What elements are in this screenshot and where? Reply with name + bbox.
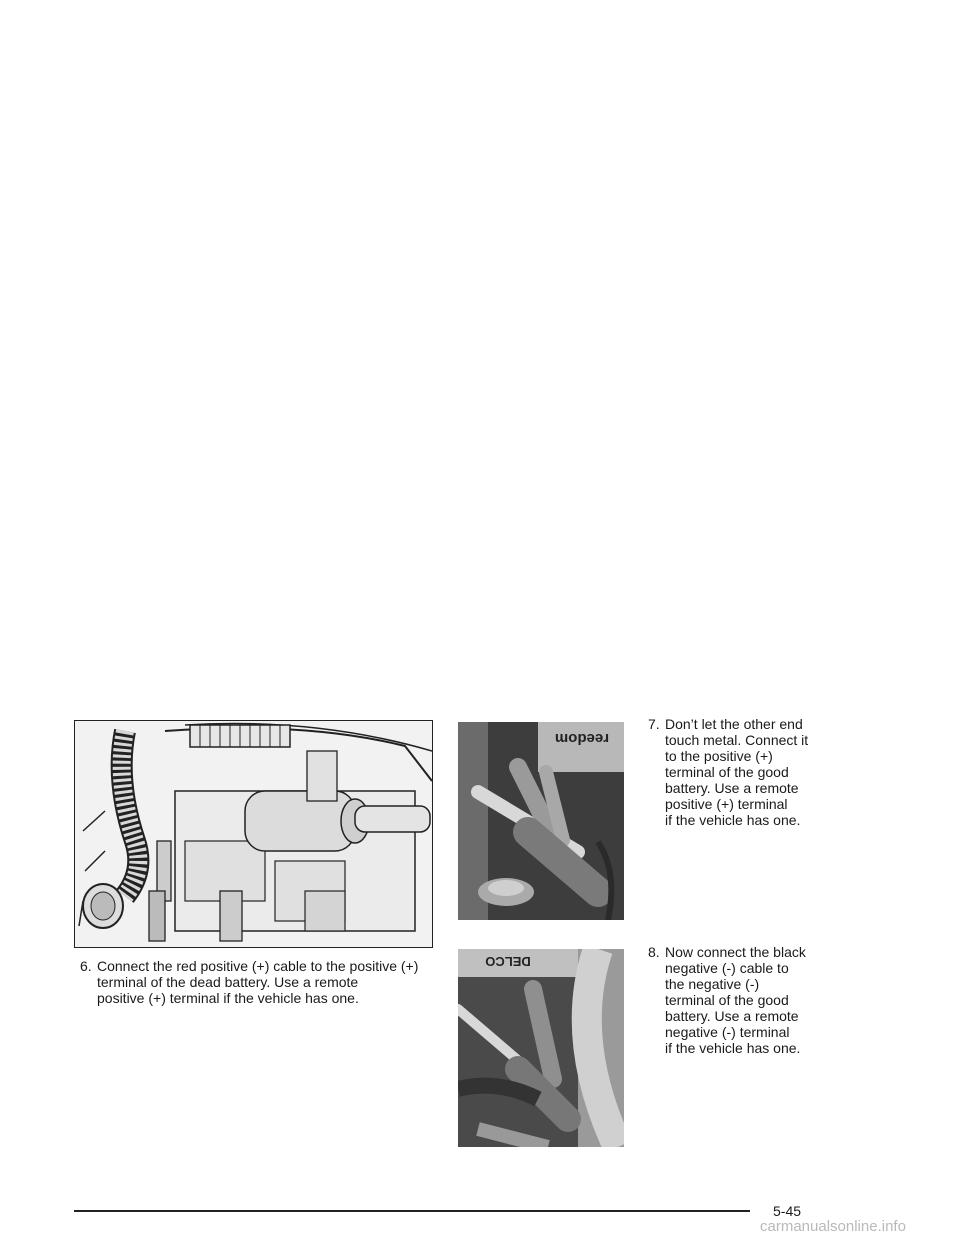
step-line: touch metal. Connect it (665, 732, 809, 748)
step-line: to the positive (+) (665, 748, 773, 764)
battery-brand-label: reedom (554, 730, 610, 747)
step-line: Don’t let the other end (665, 716, 803, 732)
step-line: terminal of the good (665, 764, 789, 780)
step-line: Connect the red positive (+) cable to the positive (+) (97, 958, 419, 974)
step-7 (648, 716, 848, 828)
step-number: 6. (80, 958, 92, 974)
step-8 (648, 944, 848, 1056)
battery-brand-label-bottom: DELCO (485, 954, 531, 969)
page-number: 5-45 (773, 1203, 802, 1219)
dead-battery-illustration (74, 720, 433, 948)
step-text (665, 716, 848, 828)
step-text (665, 944, 848, 1056)
step-line: negative (-) terminal (665, 1024, 790, 1040)
negative-clamp-photo (458, 949, 624, 1147)
step-line: terminal of the good (665, 992, 789, 1008)
step-line: the negative (-) (665, 976, 760, 992)
step-line: positive (+) terminal (665, 796, 788, 812)
step-line: Now connect the black (665, 944, 806, 960)
step-line: terminal of the dead battery. Use a remote (97, 974, 359, 990)
step-line: battery. Use a remote (665, 780, 799, 796)
step-line: if the vehicle has one. (665, 812, 801, 828)
step-6 (80, 958, 440, 1006)
step-line: positive (+) terminal if the vehicle has one. (97, 990, 359, 1006)
step-text (97, 958, 440, 1006)
step-line: negative (-) cable to (665, 960, 789, 976)
step-line: if the vehicle has one. (665, 1040, 801, 1056)
step-number: 7. (648, 716, 660, 732)
step-line: battery. Use a remote (665, 1008, 799, 1024)
watermark: carmanualsonline.info (760, 1218, 906, 1235)
footer-rule (74, 1210, 750, 1212)
positive-clamp-photo (458, 722, 624, 920)
step-number: 8. (648, 944, 660, 960)
